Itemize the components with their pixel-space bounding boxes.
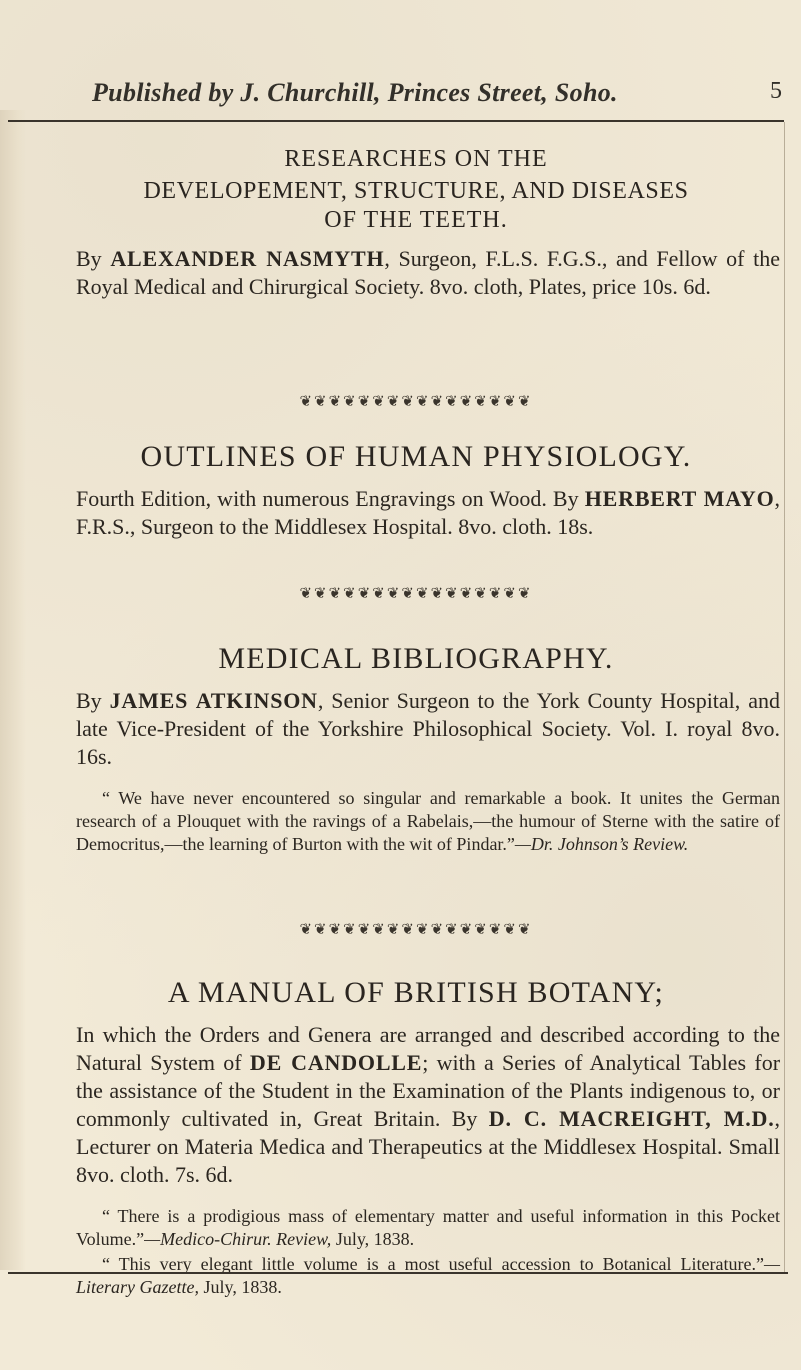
entry-details: , Senior Surgeon to the York County Hospital, and late Vice-President of the Yorkshire Philosophical Society. Vol. I. royal 8vo. 16s. [76,687,780,769]
running-head [92,78,782,112]
entry-details: ; with a Series of Analytical Tables for the assistance of the Student in the Examination of the Plants indigenous to, or commonly cultivated in, Great Britain. By [76,1049,781,1131]
header-rule [8,120,784,122]
review-quote [76,1205,780,1251]
entry-medical-bibliography [52,642,780,856]
page-number: 5 [770,78,782,104]
entry-human-physiology [52,440,780,541]
review-quote [76,787,780,856]
author-name: HERBERT MAYO [584,485,775,511]
quote-source: —Dr. Johnson’s Review. [514,833,689,854]
entry-title: A MANUAL OF BRITISH BOTANY; [167,976,665,1009]
entry-intro: Fourth Edition, with numerous Engravings on Wood. By [76,485,579,511]
ornamental-divider: ❦❦❦❦❦❦❦❦❦❦❦❦❦❦❦❦ [299,584,533,602]
quote-date: July, 1838. [331,1228,415,1249]
entry-researches-teeth [52,140,780,301]
publisher-line: Published by J. Churchill, Princes Street, Soho. [92,78,618,107]
entry-title-line: RESEARCHES ON THE [284,146,548,172]
entry-description [76,485,780,541]
entry-description [76,687,780,771]
entry-details: , Lecturer on Materia Medica and Therapeutics at the Middlesex Hospital. Small 8vo. cloth. 7s. 6d. [76,1105,781,1187]
author-name: D. C. MACREIGHT, M.D. [488,1105,775,1131]
by-word: By [76,245,102,271]
footer-rule [8,1272,788,1274]
system-author-name: DE CANDOLLE [249,1049,423,1075]
entry-title-line: DEVELOPEMENT, STRUCTURE, AND DISEASES [143,177,689,204]
entry-details: , F.R.S., Surgeon to the Middlesex Hospital. 8vo. cloth. 18s. [76,485,781,539]
entry-title: OUTLINES OF HUMAN PHYSIOLOGY. [140,440,692,473]
ornamental-divider: ❦❦❦❦❦❦❦❦❦❦❦❦❦❦❦❦ [299,920,533,938]
quote-text: “ This very elegant little volume is a most useful accession to Botanical Literature.” [102,1253,764,1274]
page-gutter-shadow [0,110,26,1270]
ornamental-divider: ❦❦❦❦❦❦❦❦❦❦❦❦❦❦❦❦ [299,392,533,410]
entry-british-botany [52,976,780,1299]
entry-description [76,1021,780,1189]
quote-date: July, 1838. [199,1276,282,1297]
entry-title-line: OF THE TEETH. [324,207,508,234]
right-border [784,122,785,1272]
quote-source: —Medico-Chirur. Review, [144,1228,332,1249]
quote-source: —Literary Gazette, [76,1253,780,1297]
entry-title: MEDICAL BIBLIOGRAPHY. [218,642,614,675]
review-quote [76,1253,780,1299]
entry-details: , Surgeon, F.L.S. F.G.S., and Fellow of the Royal Medical and Chirurgical Society. 8vo. cloth, Plates, price 10s. 6d. [76,245,780,299]
entry-description [76,245,780,301]
author-name: ALEXANDER NASMYTH [110,245,385,271]
quote-text: “ We have never encountered so singular and remarkable a book. It unites the German research of a Plouquet with the ravings of a Rabelais,—the humour of Sterne with the satire of Democritus,—the learning of Burton with the wit of Pindar.” [76,787,780,854]
author-name: JAMES ATKINSON [109,687,318,713]
quote-text: “ There is a prodigious mass of elementary matter and useful information in this Pocket Volume.” [76,1205,780,1249]
entry-intro: In which the Orders and Genera are arranged and described according to the Natural System of [76,1021,780,1075]
by-word: By [76,687,102,713]
